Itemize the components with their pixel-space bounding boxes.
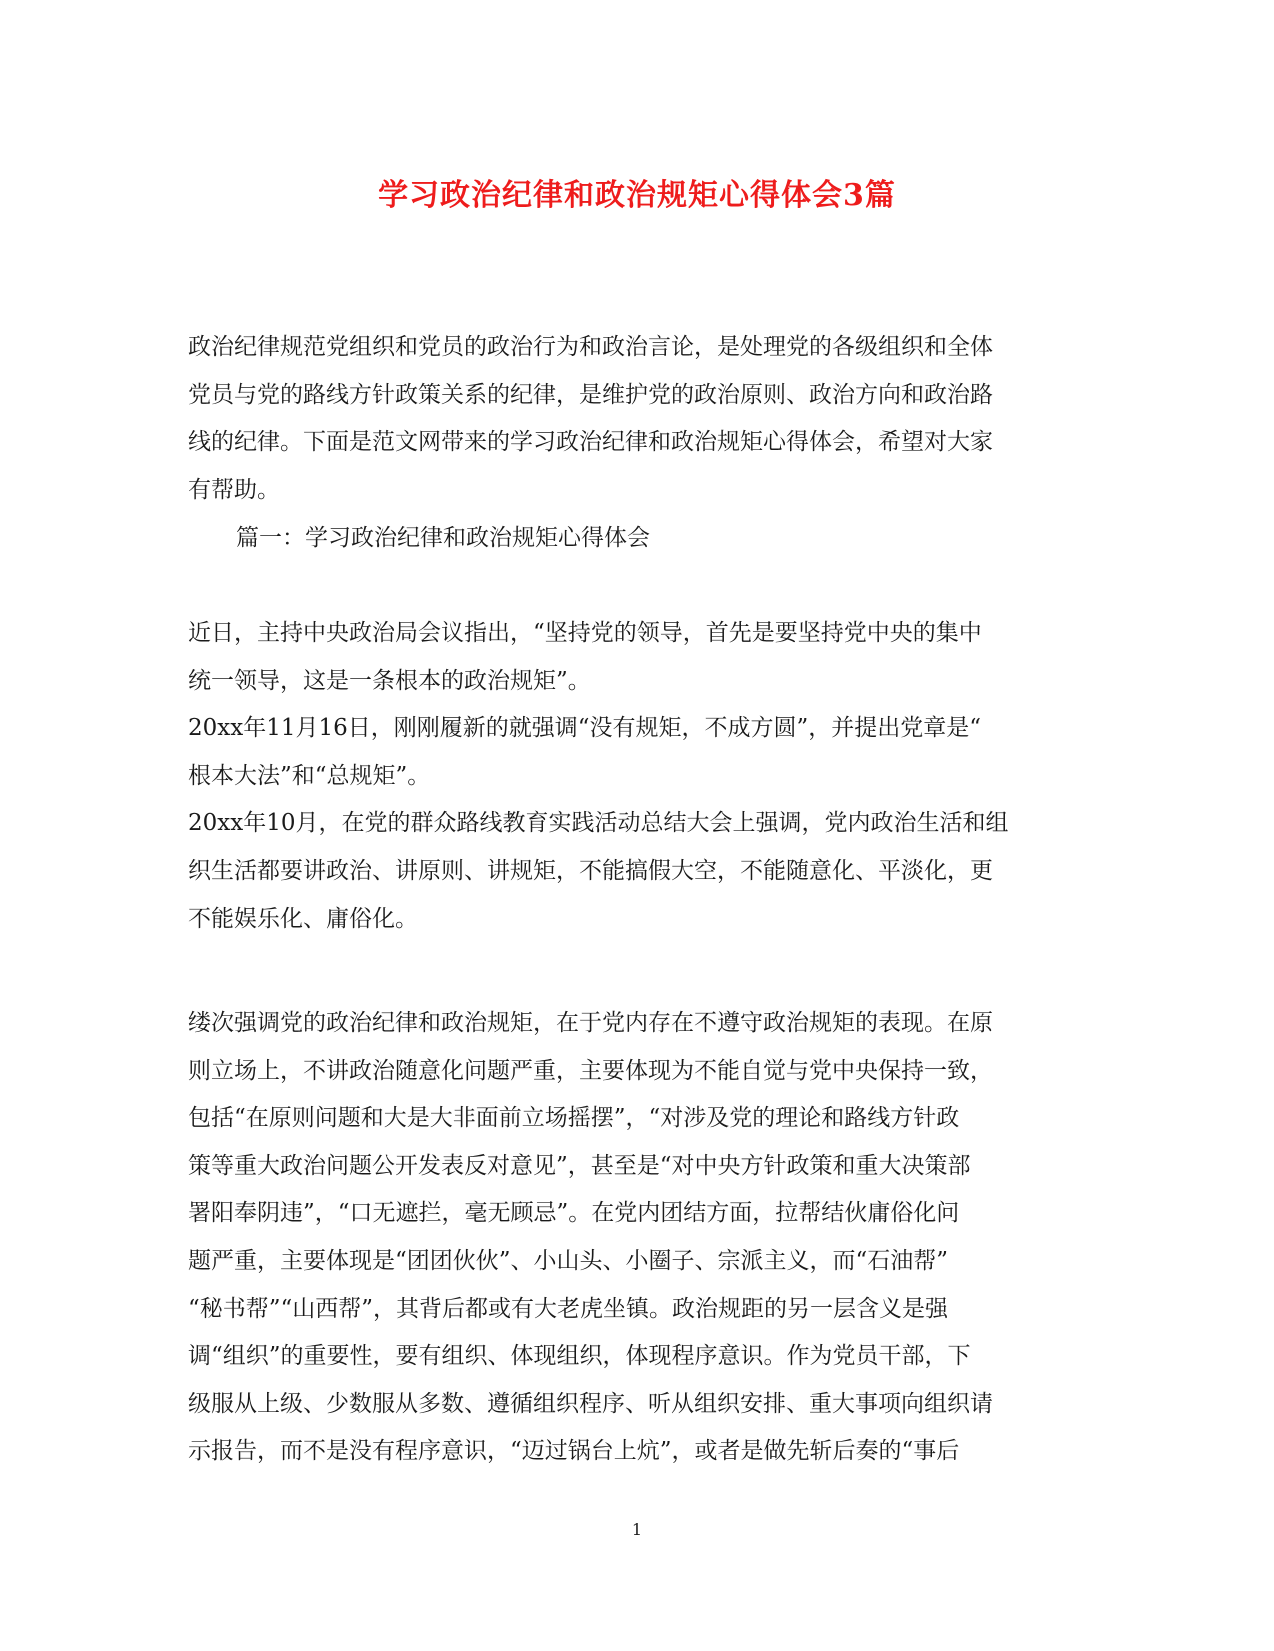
body-paragraph <box>188 1000 1064 1476</box>
text-line: 包括“在原则问题和大是大非面前立场摇摆”，“对涉及党的理论和路线方针政 <box>188 1105 960 1132</box>
intro-paragraph <box>188 324 1064 514</box>
text-line: 示报告，而不是没有程序意识，“迈过锅台上炕”，或者是做先斩后奏的“事后 <box>188 1438 960 1465</box>
text-line: 题严重，主要体现是“团团伙伙”、小山头、小圈子、宗派主义，而“石油帮” <box>188 1247 949 1274</box>
text-line: 调“组织”的重要性，要有组织、体现组织，体现程序意识。作为党员干部，下 <box>188 1343 971 1370</box>
text-line: 缕次强调党的政治纪律和政治规矩，在于党内存在不遵守政治规矩的表现。在原 <box>188 1010 993 1036</box>
text-line: 政治纪律规范党组织和党员的政治行为和政治言论，是处理党的各级组织和全体 <box>188 334 993 360</box>
document-title: 学习政治纪律和政治规矩心得体会3篇 <box>378 178 896 213</box>
text-line: 根本大法”和“总规矩”。 <box>188 762 431 789</box>
text-line: “秘书帮”“山西帮”，其背后都或有大老虎坐镇。政治规距的另一层含义是强 <box>188 1295 949 1322</box>
text-line: 则立场上，不讲政治随意化问题严重，主要体现为不能自觉与党中央保持一致， <box>188 1057 993 1084</box>
section-heading: 篇一：学习政治纪律和政治规矩心得体会 <box>236 525 650 551</box>
text-line: 有帮助。 <box>188 476 280 503</box>
text-line: 织生活都要讲政治、讲原则、讲规矩，不能搞假大空，不能随意化、平淡化，更 <box>188 857 993 884</box>
text-line: 20xx年11月16日，刚刚履新的就强调“没有规矩，不成方圆”，并提出党章是“ <box>188 715 982 742</box>
text-line: 不能娱乐化、庸俗化。 <box>188 905 418 932</box>
text-line: 署阳奉阴违”，“口无遮拦，毫无顾忌”。在党内团结方面，拉帮结伙庸俗化问 <box>188 1200 960 1227</box>
text-line: 线的纪律。下面是范文网带来的学习政治纪律和政治规矩心得体会，希望对大家 <box>188 429 993 456</box>
text-line: 级服从上级、少数服从多数、遵循组织程序、听从组织安排、重大事项向组织请 <box>188 1390 993 1417</box>
text-line: 党员与党的路线方针政策关系的纪律，是维护党的政治原则、政治方向和政治路 <box>188 381 993 408</box>
body-paragraph <box>188 610 1064 943</box>
text-line: 近日，主持中央政治局会议指出，“坚持党的领导，首先是要坚持党中央的集中 <box>188 620 982 646</box>
text-line: 策等重大政治问题公开发表反对意见”，甚至是“对中央方针政策和重大决策部 <box>188 1152 971 1179</box>
text-line: 统一领导，这是一条根本的政治规矩”。 <box>188 667 591 694</box>
page-number: 1 <box>631 1520 643 1539</box>
text-line: 20xx年10月，在党的群众路线教育实践活动总结大会上强调，党内政治生活和组 <box>188 810 1009 837</box>
